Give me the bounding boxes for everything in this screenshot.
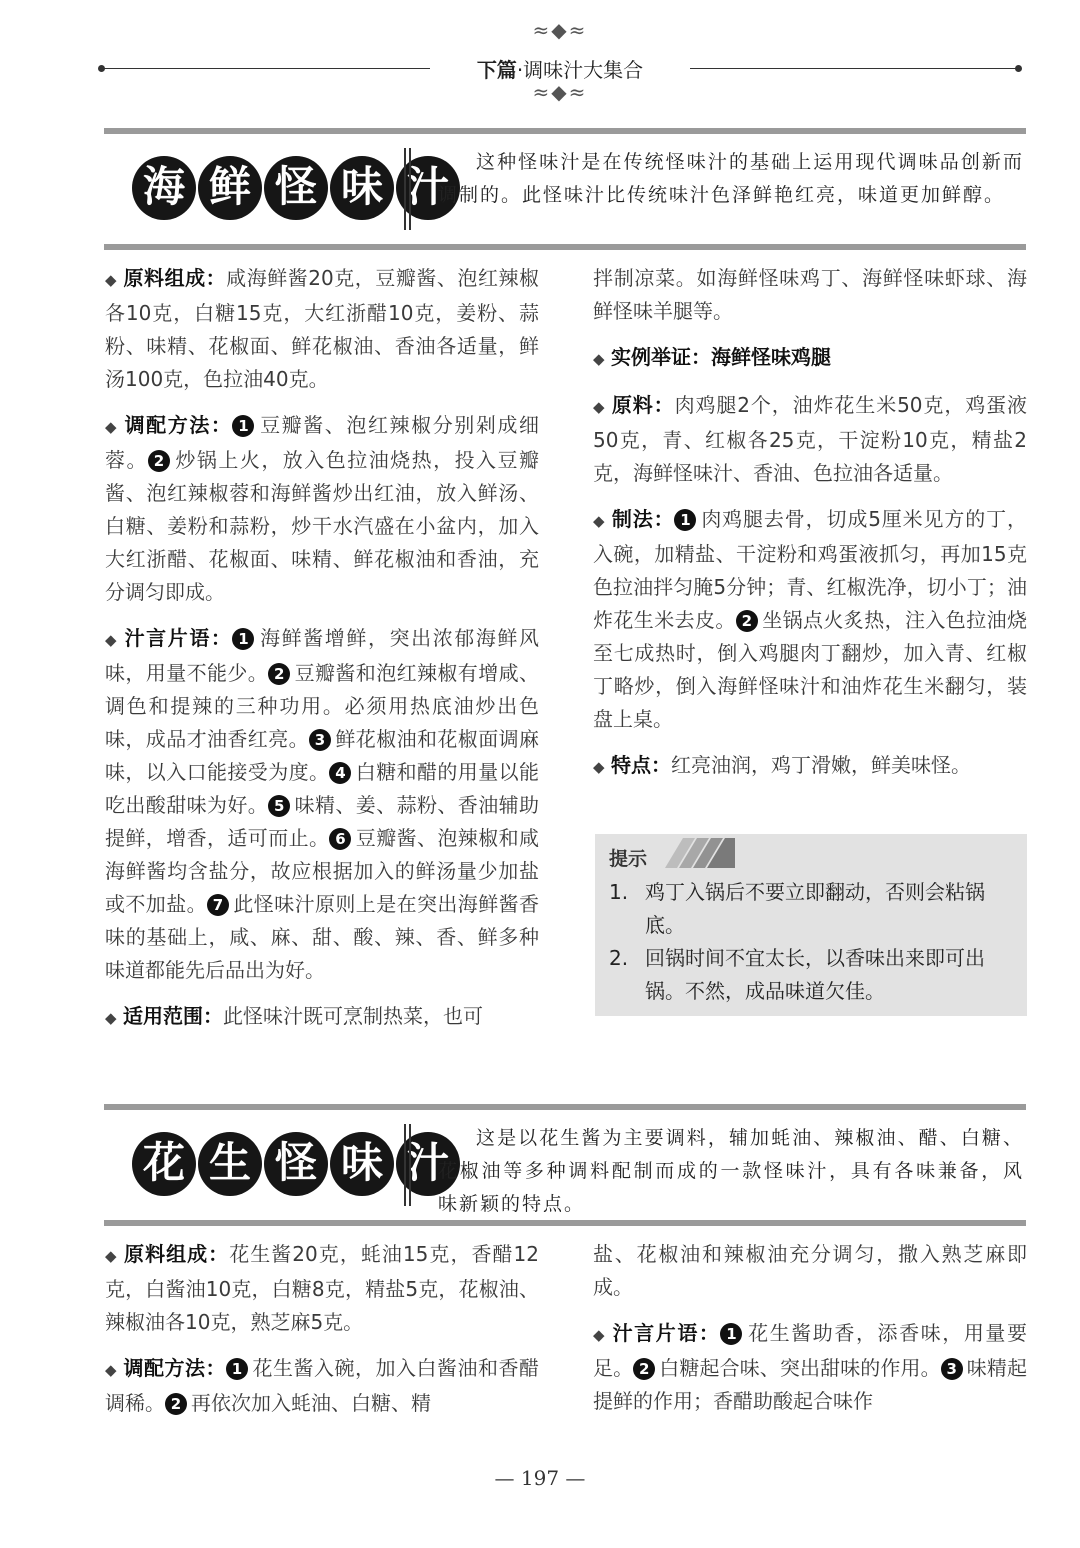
section-intro: 这是以花生酱为主要调料，辅加蚝油、辣椒油、醋、白糖、花椒油等多种调料配制而成的一款怪味汁，具有各味兼备，风味新颖的特点。 (438, 1127, 1024, 1215)
tip-item (609, 942, 1015, 1008)
bullet-diamond-icon: ◆ (105, 1247, 117, 1265)
notes-label: 汁言片语： (123, 626, 233, 650)
tip-stripes-icon (665, 838, 735, 868)
method-label: 调配方法： (123, 413, 233, 437)
note-number: 4 (329, 762, 351, 784)
column-right-2 (593, 1238, 1027, 1431)
note-text: 白糖起合味、突出甜味的作用。 (659, 1356, 941, 1380)
section-title-seafood (122, 156, 470, 220)
tip-number: 2. (609, 946, 629, 970)
method-paragraph (105, 1352, 539, 1420)
title-char: 味 (330, 1132, 394, 1196)
note-text: 花生酱助香，添香味，用量要足。 (593, 1321, 1028, 1380)
scope-text: 此怪味汁既可烹制热菜，也可 (223, 1004, 483, 1028)
tip-text: 鸡丁入锅后不要立即翻动，否则会粘锅底。 (645, 880, 985, 937)
bullet-diamond-icon: ◆ (593, 350, 605, 368)
bullet-diamond-icon: ◆ (593, 758, 605, 776)
header-dot-right-icon (1015, 65, 1022, 72)
header-dot-left-icon (98, 65, 105, 72)
bullet-diamond-icon: ◆ (105, 418, 117, 436)
note-number: 7 (207, 894, 229, 916)
example-method-label: 制法： (611, 507, 675, 531)
features-paragraph (593, 749, 1027, 784)
ingredients-text: 咸海鲜酱20克，豆瓣酱、泡红辣椒各10克，白糖15克，大红浙醋10克，姜粉、蒜粉、味精、花椒面、鲜花椒油、香油各适量，鲜汤100克，色拉油40克。 (105, 266, 540, 391)
note-text: 豆瓣酱和泡红辣椒有增咸、调色和提辣的三种功用。必须用热底油炒出色味，成品才油香红亮。 (105, 661, 540, 751)
method-continued: 盐、花椒油和辣椒油充分调匀，撒入熟芝麻即成。 (593, 1242, 1027, 1299)
step-number: 1 (226, 1358, 248, 1380)
ingredients-label: 原料组成： (123, 266, 227, 290)
title-char: 鲜 (198, 156, 262, 220)
step-number: 2 (736, 610, 758, 632)
header-part: 下篇 (476, 58, 517, 82)
note-text: 味精起提鲜的作用；香醋助酸起合味作 (593, 1356, 1028, 1413)
features-label: 特点： (611, 753, 671, 777)
running-header (100, 18, 1020, 108)
example-step-text: 坐锅点火炙热，注入色拉油烧至七成热时，倒入鸡腿肉丁翻炒，加入青、红椒丁略炒，倒入海鲜怪味汁和油炸花生米翻匀，装盘上桌。 (593, 608, 1028, 731)
header-title (430, 54, 690, 83)
ingredients-paragraph (105, 262, 539, 396)
scope-paragraph (105, 1000, 539, 1035)
step-number: 2 (165, 1393, 187, 1415)
ingredients-label: 原料组成： (123, 1242, 230, 1266)
title-char: 汁 (396, 156, 460, 220)
notes-label: 汁言片语： (611, 1321, 721, 1345)
section-title-peanut (122, 1132, 470, 1196)
note-number: 5 (268, 795, 290, 817)
tip-list (609, 876, 1015, 1008)
section-banner-peanut (104, 1104, 1026, 1226)
method-label: 调配方法： (123, 1356, 226, 1380)
tip-item (609, 876, 1015, 942)
note-text: 白糖和醋的用量以能吃出酸甜味为好。 (105, 760, 540, 817)
ingredients-text: 花生酱20克，蚝油15克，香醋12克，白酱油10克，白糖8克，精盐5克，花椒油、辣椒油各10克，熟芝麻5克。 (105, 1242, 539, 1334)
example-dish: 海鲜怪味鸡腿 (711, 345, 831, 369)
example-label: 实例举证： (611, 345, 711, 369)
note-text: 海鲜酱增鲜，突出浓郁海鲜风味，用量不能少。 (105, 626, 540, 685)
note-number: 6 (329, 828, 351, 850)
step-number: 1 (674, 509, 696, 531)
scope-label: 适用范围： (123, 1004, 223, 1028)
banner-divider (404, 1124, 411, 1206)
method-step-text: 豆瓣酱、泡红辣椒分别剁成细蓉。 (105, 413, 540, 472)
tip-number: 1. (609, 880, 629, 904)
note-text: 此怪味汁原则上是在突出海鲜酱香味的基础上，咸、麻、甜、酸、辣、香、鲜多种味道都能先后品出为好。 (105, 892, 539, 982)
method-step-text: 炒锅上火，放入色拉油烧热，投入豆瓣酱、泡红辣椒蓉和海鲜酱炒出红油，放入鲜汤、白糖、姜粉和蒜粉，炒干水汽盛在小盆内，加入大红浙醋、花椒面、味精、鲜花椒油和香油，充分调匀即成。 (105, 448, 540, 604)
note-text: 味精、姜、蒜粉、香油辅助提鲜，增香，适可而止。 (105, 793, 540, 850)
note-number: 3 (309, 729, 331, 751)
title-char: 汁 (396, 1132, 460, 1196)
bullet-diamond-icon: ◆ (593, 398, 605, 416)
column-left-1 (105, 262, 539, 1048)
title-char: 味 (330, 156, 394, 220)
tip-box (595, 834, 1027, 1016)
bullet-diamond-icon: ◆ (105, 1009, 117, 1027)
note-number: 2 (633, 1358, 655, 1380)
bullet-diamond-icon: ◆ (593, 512, 605, 530)
banner-divider (404, 148, 411, 230)
example-ingredients-paragraph (593, 389, 1027, 490)
header-sep: · (516, 58, 524, 82)
section-banner-seafood (104, 128, 1026, 250)
note-text: 鲜花椒油和花椒面调麻味，以入口能接受为度。 (105, 727, 539, 784)
tip-text: 回锅时间不宜太长，以香味出来即可出锅。不然，成品味道欠佳。 (645, 946, 985, 1003)
example-method-paragraph (593, 503, 1027, 736)
scope-continued: 拌制凉菜。如海鲜怪味鸡丁、海鲜怪味虾球、海鲜怪味羊腿等。 (593, 266, 1027, 323)
ornament-bottom-icon: ≈◆≈ (532, 80, 588, 104)
example-paragraph (593, 341, 1027, 376)
method-step-text: 花生酱入碗，加入白酱油和香醋调稀。 (105, 1356, 539, 1415)
ornament-top-icon: ≈◆≈ (532, 18, 588, 42)
notes-paragraph (105, 622, 539, 987)
bullet-diamond-icon: ◆ (593, 1326, 605, 1344)
notes-paragraph (593, 1317, 1027, 1418)
example-ingredients-text: 肉鸡腿2个，油炸花生米50克，鸡蛋液50克，青、红椒各25克，干淀粉10克，精盐2克，海鲜怪味汁、香油、色拉油各适量。 (593, 393, 1027, 485)
section-intro: 这种怪味汁是在传统怪味汁的基础上运用现代调味品创新而调制的。此怪味汁比传统味汁色泽鲜艳红亮，味道更加鲜醇。 (438, 151, 1024, 206)
header-section: 调味汁大集合 (523, 58, 644, 82)
method-paragraph (105, 409, 539, 609)
note-number: 1 (232, 628, 254, 650)
features-text: 红亮油润，鸡丁滑嫩，鲜美味怪。 (671, 753, 971, 777)
title-char: 花 (132, 1132, 196, 1196)
note-number: 1 (720, 1323, 742, 1345)
title-char: 怪 (264, 1132, 328, 1196)
title-char: 海 (132, 156, 196, 220)
title-char: 生 (198, 1132, 262, 1196)
title-char: 怪 (264, 156, 328, 220)
example-step-text: 肉鸡腿去骨，切成5厘米见方的丁，入碗，加精盐、干淀粉和鸡蛋液抓匀，再加15克色拉油拌匀腌5分钟；青、红椒洗净，切小丁；油炸花生米去皮。 (593, 507, 1027, 632)
step-number: 2 (148, 450, 170, 472)
note-number: 3 (941, 1358, 963, 1380)
column-right-1 (593, 262, 1027, 797)
example-ingredients-label: 原料： (611, 393, 675, 417)
bullet-diamond-icon: ◆ (105, 631, 117, 649)
column-left-2 (105, 1238, 539, 1433)
header-rule-left (100, 68, 430, 69)
bullet-diamond-icon: ◆ (105, 271, 117, 289)
step-number: 1 (232, 415, 254, 437)
method-step-text: 再依次加入蚝油、白糖、精 (191, 1391, 431, 1415)
note-number: 2 (268, 663, 290, 685)
tip-title: 提示 (609, 848, 648, 870)
bullet-diamond-icon: ◆ (105, 1361, 117, 1379)
header-rule-right (690, 68, 1020, 69)
page-number: — 197 — (494, 1466, 586, 1490)
note-text: 豆瓣酱、泡辣椒和咸海鲜酱均含盐分，故应根据加入的鲜汤量少加盐或不加盐。 (105, 826, 540, 916)
ingredients-paragraph (105, 1238, 539, 1339)
